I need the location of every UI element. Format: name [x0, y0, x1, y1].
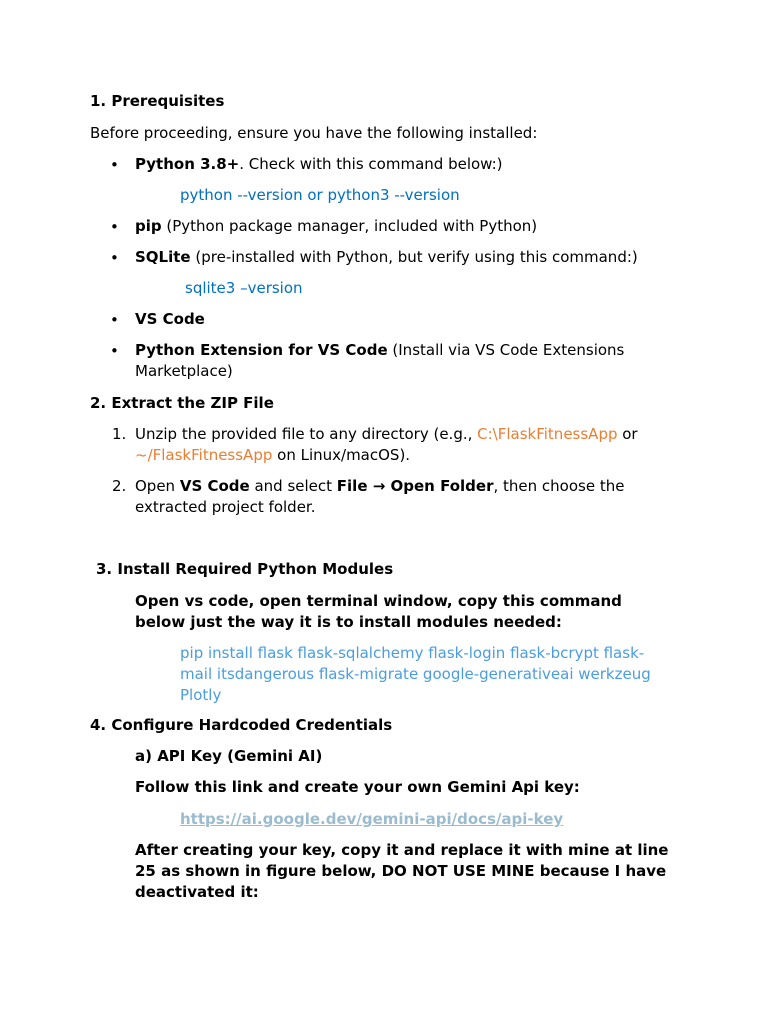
python-text: . Check with this command below:): [239, 155, 503, 173]
bullet-marker: •: [110, 311, 119, 329]
heading-configure-credentials: 4. Configure Hardcoded Credentials: [90, 716, 393, 734]
gemini-api-key-link[interactable]: https://ai.google.dev/gemini-api/docs/api-key: [180, 810, 564, 828]
windows-path: C:\FlaskFitnessApp: [477, 425, 618, 443]
step-open-select: and select: [249, 477, 337, 495]
step-open-choose: , then choose the extracted project folder.: [135, 477, 625, 516]
subheading-api-key: a) API Key (Gemini AI): [135, 747, 323, 765]
bullet-marker: •: [110, 249, 119, 267]
menu-path: File → Open Folder: [336, 477, 494, 495]
item-python: [135, 154, 503, 175]
python-version-command: python --version or python3 --version: [180, 186, 460, 204]
item-vscode: VS Code: [135, 310, 205, 328]
unix-path: ~/FlaskFitnessApp: [135, 446, 273, 464]
step-number: 2.: [112, 477, 127, 495]
item-python-extension: [135, 340, 655, 382]
follow-link-instruction: Follow this link and create your own Gemini Api key:: [135, 778, 580, 796]
pip-text: (Python package manager, included with Python): [161, 217, 538, 235]
bullet-marker: •: [110, 342, 119, 360]
vscode-name: VS Code: [179, 477, 250, 495]
replace-key-instruction: After creating your key, copy it and replace it with mine at line 25 as shown in figure below, DO NOT USE MINE because I have deactivated it:: [135, 841, 669, 901]
step-unzip: [135, 424, 665, 466]
extension-label: Python Extension for VS Code: [135, 341, 388, 359]
item-sqlite: [135, 247, 638, 268]
step-unzip-text: Unzip the provided file to any directory (e.g.,: [135, 425, 478, 443]
heading-extract-zip: 2. Extract the ZIP File: [90, 394, 274, 412]
bullet-marker: •: [110, 218, 119, 236]
heading-prerequisites: 1. Prerequisites: [90, 92, 225, 110]
pip-install-command: pip install flask flask-sqlalchemy flask-login flask-bcrypt flask-mail itsdangerous flask-migrate google-generativeai werkzeug Plotly: [180, 644, 651, 704]
step-number: 1.: [112, 425, 127, 443]
step-unzip-os: on Linux/macOS).: [272, 446, 411, 464]
heading-install-modules: 3. Install Required Python Modules: [96, 560, 394, 578]
step-unzip-or: or: [617, 425, 638, 443]
sqlite-label: SQLite: [135, 248, 191, 266]
install-instruction: Open vs code, open terminal window, copy this command below just the way it is to install modules needed:: [135, 592, 622, 631]
extension-text: (Install via VS Code Extensions Marketplace): [135, 341, 625, 380]
prerequisites-intro: Before proceeding, ensure you have the following installed:: [90, 124, 538, 142]
sqlite-version-command: sqlite3 –version: [185, 279, 303, 297]
python-label: Python 3.8+: [135, 155, 240, 173]
step-open-folder: [135, 476, 665, 518]
item-pip: [135, 216, 537, 237]
step-open-text: Open: [135, 477, 180, 495]
bullet-marker: •: [110, 156, 119, 174]
pip-label: pip: [135, 217, 162, 235]
sqlite-text: (pre-installed with Python, but verify using this command:): [190, 248, 638, 266]
